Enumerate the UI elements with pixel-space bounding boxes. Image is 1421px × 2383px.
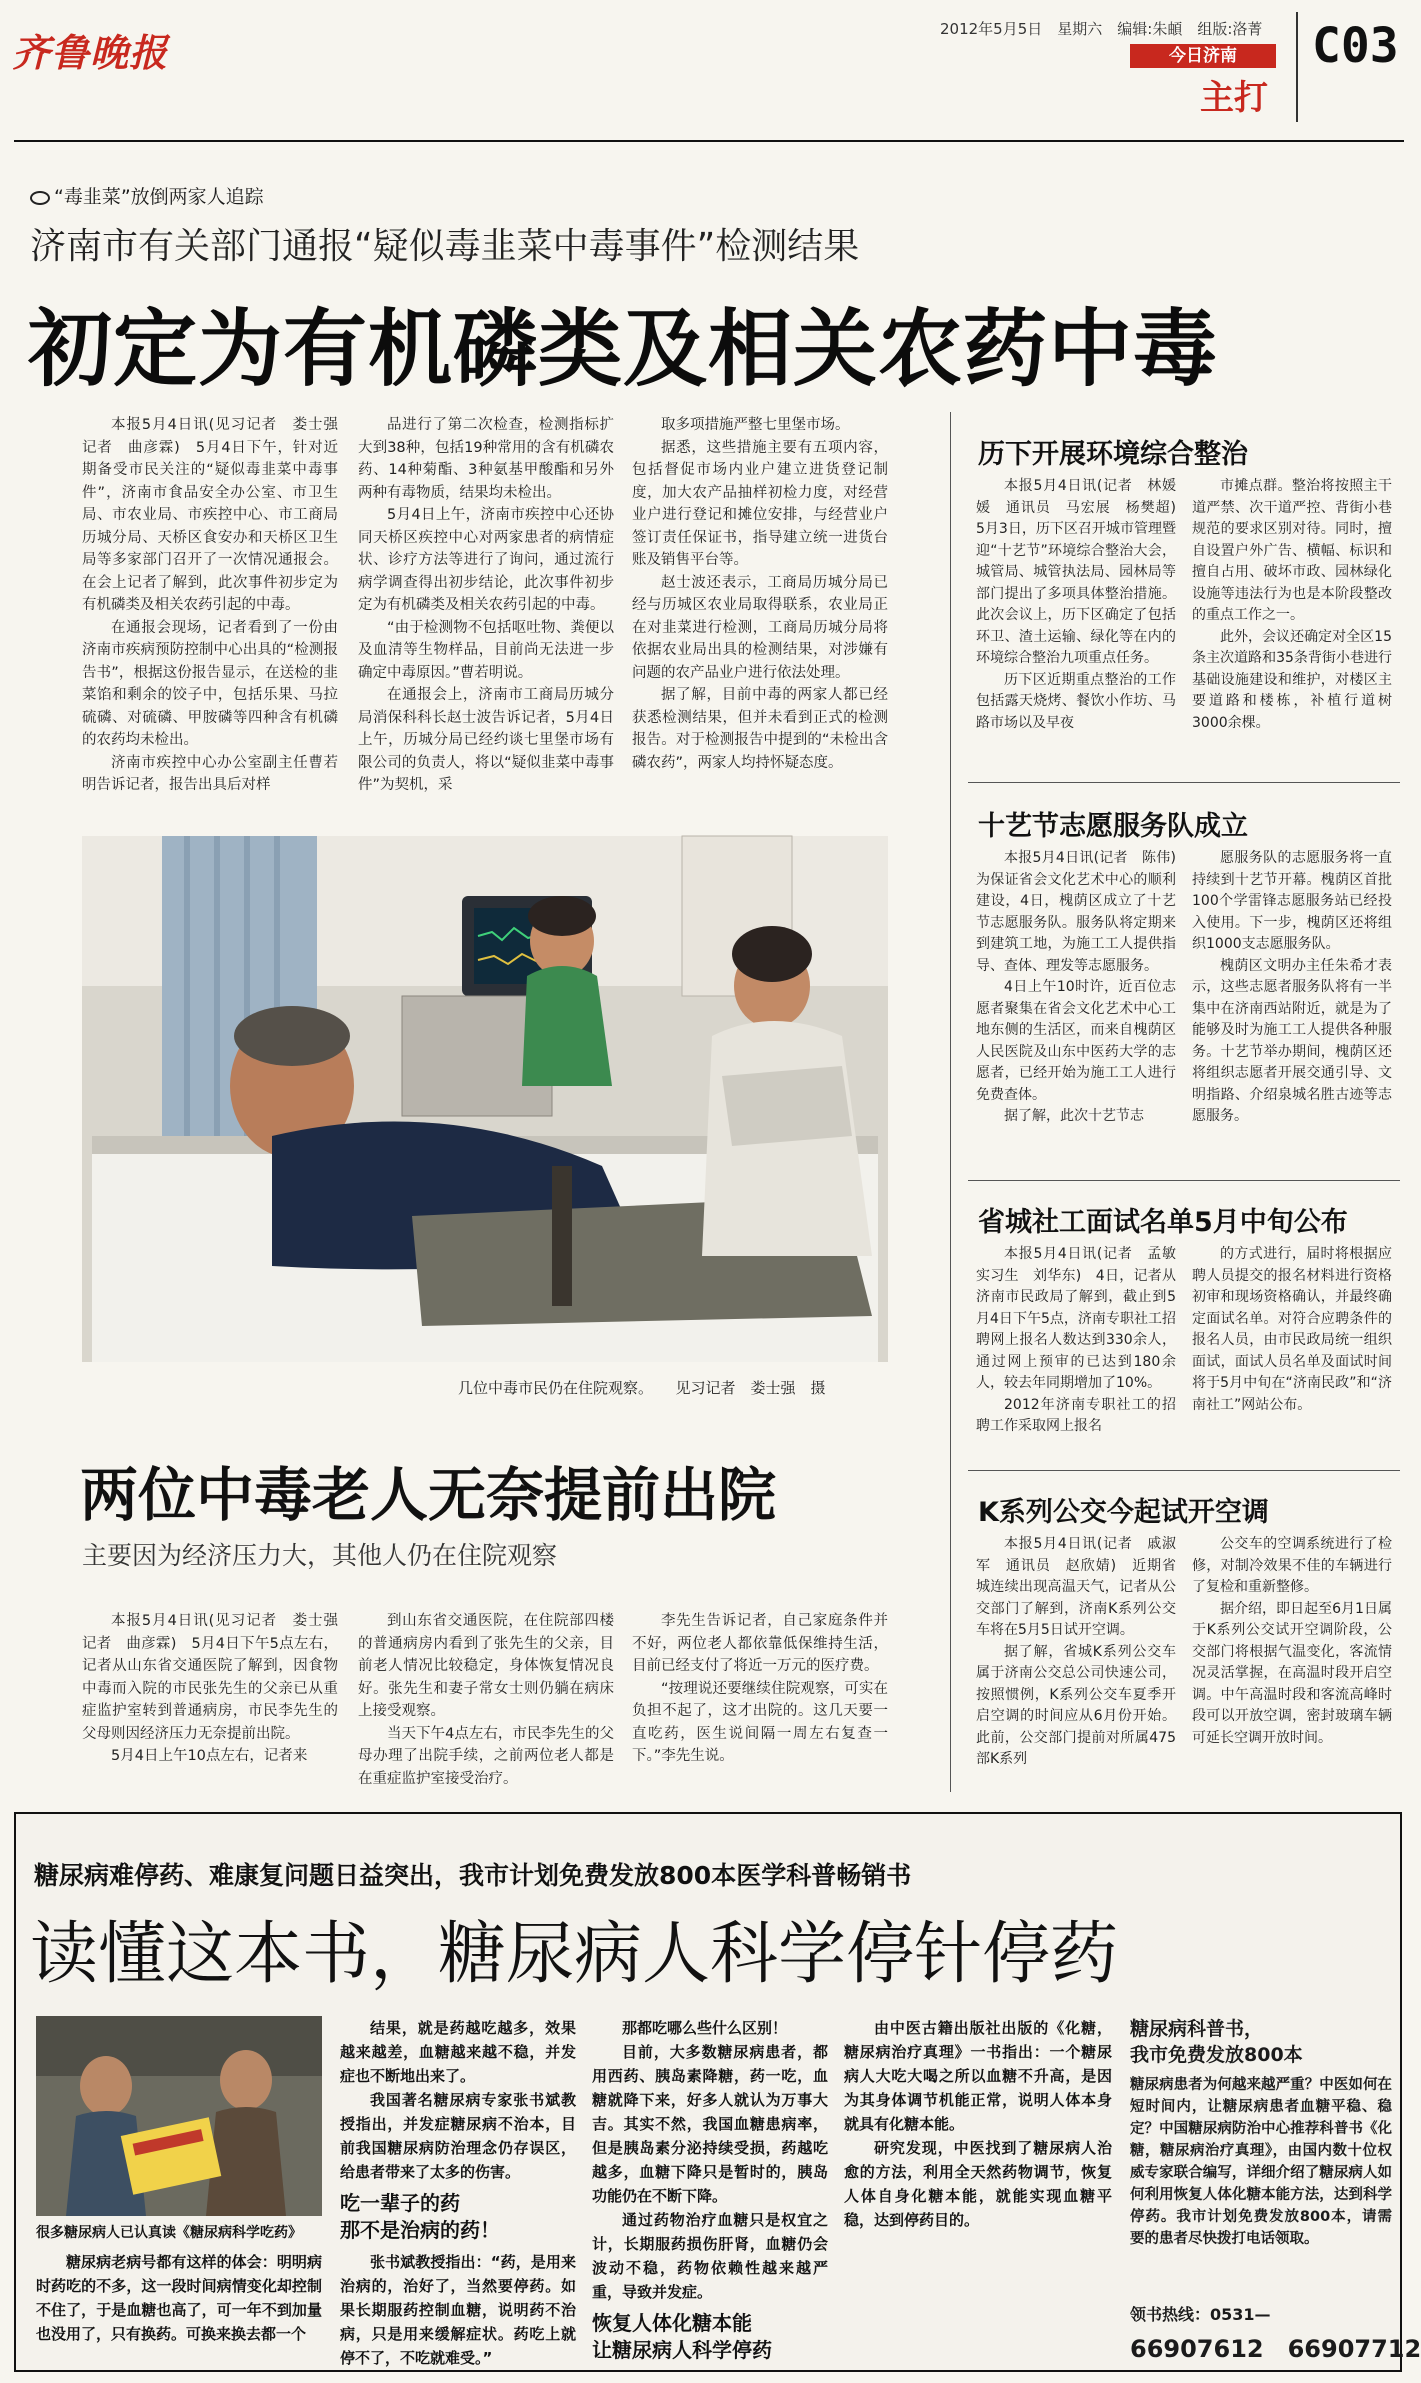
ad-column-2: 结果，就是药越吃越多，效果越来越差，血糖越来越不稳，并发症也不断地出来了。 我国著名糖尿病专家张书斌教授指出，并发症糖尿病不治本，目前我国糖尿病防治理念仍存误区，给患者带来了太多的伤害。 吃一辈子的药 那不是治病的药！ 张书斌教授指出：“药，是用来治病的，治好了，当然要停药。如果长期服药控制血糖，说明药不治病，只是用来缓解症状。药吃上就停不了，不吃就难受。” xyxy=(340,2019,576,2367)
ad-column-1: 糖尿病老病号都有这样的体会：明明病时药吃的不多，这一段时间病情变化却控制不住了，于是血糖也高了，可一年不到加量也没用了，只有换药。可换来换去都一个 xyxy=(36,2253,322,2343)
lead-kicker-text: “毒韭菜”放倒两家人追踪 xyxy=(54,186,264,208)
page-code: C03 xyxy=(1312,18,1399,74)
second-headline: 两位中毒老人无奈提前出院 xyxy=(80,1461,777,1529)
sidebar-social-work-column-1: 本报5月4日讯(记者 孟敏 实习生 刘华东) 4日，记者从济南市民政局了解到，截止到5月4日下午5点，济南专职社工招聘网上报名人数达到330余人，通过网上预审的已达到180余人，较去年同期增加了10%。 2012年济南专职社工的招聘工作采取网上报名 xyxy=(976,1246,1190,1434)
second-column-1: 本报5月4日讯(见习记者 娄士强 记者 曲彦霖) 5月4日下午5点左右，记者从山东省交通医院了解到，因食物中毒而入院的市民张先生的父亲已从重症监护室转到普通病房，市民李先生的父母则因经济压力无奈提前出院。 5月4日上午10点左右，记者来 xyxy=(82,1613,353,1764)
photo-caption: 几位中毒市民仍在住院观察。 见习记者 娄士强 摄 xyxy=(458,1379,826,1397)
sidebar-lixia-column-2: 市摊点群。整治将按照主干道严禁、次干道严控、背街小巷规范的要求区别对待。同时，擅自设置户外广告、横幅、标识和擅自占用、破坏市政、园林绿化设施等违法行为也是本阶段整改的重点工作之一。 此外，会议还确定对全区15条主次道路和35条背街小巷进行基础设施建设和维护，对楼区主要道路和楼栋，补植行道树3000余棵。 xyxy=(1192,478,1392,731)
ad-subhead-2: 恢复人体化糖本能 让糖尿病人科学停药 xyxy=(592,2311,772,2362)
ad-photo xyxy=(36,2016,322,2216)
sidebar-social-work-column-2: 的方式进行，届时将根据应聘人员提交的报名材料进行资格初审和现场资格确认，并最终确定面试名单。对符合应聘条件的报名人员，由市民政局统一组织面试，面试人员名单及面试时间将于5月中旬在“济南民政”和“济南社工”网站公布。 xyxy=(1192,1246,1392,1413)
sidebar-volunteer-column-2: 愿服务队的志愿服务将一直持续到十艺节开幕。槐荫区首批100个学雷锋志愿服务站已经投入使用。下一步，槐荫区还将组织1000支志愿服务队。 槐荫区文明办主任朱希才表示，这些志愿者服务队将有一半集中在济南西站附近，就是为了能够及时为施工工人提供各种服务。十艺节举办期间，槐荫区还将组织志愿者开展交通引导、文明指路、介绍泉城名胜古迹等志愿服务。 xyxy=(1192,850,1392,1124)
ad-headline: 读懂这本书，糖尿病人科学停针停药 xyxy=(30,1915,1119,1994)
sidebar-lixia-column-1: 本报5月4日讯(记者 林媛媛 通讯员 马宏展 杨樊超) 5月3日，历下区召开城市管理暨迎“十艺节”环境综合整治大会，城管局、城管执法局、园林局等部门提出了多项具体整治措施。此次会议上，历下区确定了包括环卫、渣土运输、绿化等在内的环境综合整治九项重点任务。 历下区近期重点整治的工作包括露天烧烤、餐饮小作坊、马路市场以及早夜 xyxy=(976,478,1190,731)
sidebar-title-social-work: 省城社工面试名单5月中旬公布 xyxy=(978,1207,1348,1238)
ad-hotline-numbers: 66907612 66907712 xyxy=(1130,2335,1421,2363)
ad-info-body: 糖尿病患者为何越来越严重？中医如何在短时间内，让糖尿病患者血糖平稳、稳定？中国糖尿病防治中心推荐科普书《化糖，糖尿病治疗真理》，由国内数十位权威专家联合编写，详细介绍了糖尿病人如何利用恢复人体化糖本能方法，达到科学停药。我市计划免费发放800本，请需要的患者尽快拨打电话领取。 xyxy=(1130,2077,1392,2247)
lead-column-2: 品进行了第二次检查，检测指标扩大到38种，包括19种常用的含有机磷农药、14种菊酯、3种氨基甲酸酯和另外两种有毒物质，结果均未检出。 5月4日上午，济南市疾控中心还协同天桥区疾控中心对两家患者的病情症状、诊疗方法等进行了询问，通过流行病学调查得出初步结论，此次事件初步定为有机磷类及相关农药引起的中毒。 “由于检测物不包括呕吐物、粪便以及血清等生物样品，目前尚无法进一步确定中毒原因。”曹若明说。 在通报会上，济南市工商局历城分局消保科科长赵士波告诉记者，5月4日上午，历城分局已经约谈七里堡市场有限公司的负责人，将以“疑似韭菜中毒事件”为契机，采 xyxy=(358,417,614,793)
section-label: 主打 xyxy=(1200,78,1268,118)
sidebar-bus-column-2: 公交车的空调系统进行了检修，对制冷效果不佳的车辆进行了复检和重新整修。 据介绍，即日起至6月1日属于K系列公交试开空调阶段，公交部门将根据气温变化，客流情况灵活掌握，在高温时段开启空调。中午高温时段和客流高峰时段可以开放空调，密封玻璃车辆可延长空调开放时间。 xyxy=(1192,1536,1392,1746)
sidebar-title-volunteer: 十艺节志愿服务队成立 xyxy=(978,811,1248,842)
ad-photo-caption: 很多糖尿病人已认真读《糖尿病科学吃药》 xyxy=(36,2225,302,2241)
ad-subhead-1: 吃一辈子的药 那不是治病的药！ xyxy=(340,2191,500,2242)
oval-bullet-icon xyxy=(30,191,50,205)
newspaper-logo: 齐鲁晚报 xyxy=(12,30,169,75)
lead-column-3: 取多项措施严整七里堡市场。 据悉，这些措施主要有五项内容，包括督促市场内业户建立进货登记制度，加大农产品抽样初检力度，对经营业户进行登记和摊位安排，与经营业户签订责任保证书，指导建立统一进货台账及销售平台等。 赵士波还表示，工商局历城分局已经与历城区农业局取得联系，农业局正在对韭菜进行检测，工商局历城分局将依据农业局出具的检测结果，对涉嫌有问题的农产品业户进行依法处理。 据了解，目前中毒的两家人都已经获悉检测结果，但并未看到正式的检测报告。对于检测报告中提到的“未检出含磷农药”，两家人均持怀疑态度。 xyxy=(632,417,888,771)
sidebar-title-bus: K系列公交今起试开空调 xyxy=(978,1497,1269,1528)
ad-kicker: 糖尿病难停药、难康复问题日益突出，我市计划免费发放800本医学科普畅销书 xyxy=(34,1861,912,1890)
ad-column-4: 由中医古籍出版社出版的《化糖，糖尿病治疗真理》一书指出：一个糖尿病人大吃大喝之所以血糖不升高，是因为其身体调节机能正常，说明人体本身就具有化糖本能。 研究发现，中医找到了糖尿病人治愈的方法，利用全天然药物调节，恢复人体自身化糖本能，就能实现血糖平稳，达到停药目的。 xyxy=(844,2019,1112,2229)
sidebar-volunteer-column-1: 本报5月4日讯(记者 陈伟) 为保证省会文化艺术中心的顺利建设，4日，槐荫区成立了十艺节志愿服务队。服务队将定期来到建筑工地，为施工工人提供指导、查体、理发等志愿服务。 4日上午10时许，近百位志愿者聚集在省会文化艺术中心工地东侧的生活区，而来自槐荫区人民医院及山东中医药大学的志愿者，已经开始为施工工人进行免费查体。 据了解，此次十艺节志 xyxy=(976,850,1190,1124)
ad-info-head: 糖尿病科普书， 我市免费发放800本 xyxy=(1130,2018,1303,2066)
second-subtitle: 主要因为经济压力大，其他人仍在住院观察 xyxy=(82,1541,558,1570)
ad-hotline-label: 领书热线：0531— xyxy=(1130,2305,1271,2324)
lead-subtitle: 济南市有关部门通报“疑似毒韭菜中毒事件”检测结果 xyxy=(30,226,860,267)
section-tag-text: 今日济南 xyxy=(1169,46,1237,66)
second-column-2: 到山东省交通医院，在住院部四楼的普通病房内看到了张先生的父亲，目前老人情况比较稳定，身体恢复情况良好。张先生和妻子常女士则仍躺在病床上接受观察。 当天下午4点左右，市民李先生的父母办理了出院手续，之前两位老人都是在重症监护室接受治疗。 xyxy=(358,1613,614,1787)
lead-kicker xyxy=(30,182,264,209)
ad-column-3: 那都吃哪么些什么区别！ 目前，大多数糖尿病患者，都用西药、胰岛素降糖，药一吃，血糖就降下来，好多人就认为万事大吉。其实不然，我国血糖患病率，但是胰岛素分泌持续受损，药越吃越多，血糖下降只是暂时的，胰岛功能仍在不断下降。 通过药物治疗血糖只是权宜之计，长期服药损伤肝肾，血糖仍会波动不稳，药物依赖性越来越严重，导致并发症。 恢复人体化糖本能 让糖尿病人科学停药 xyxy=(592,2019,828,2362)
lead-column-1: 本报5月4日讯(见习记者 娄士强 记者 曲彦霖) 5月4日下午，针对近期备受市民关注的“疑似毒韭菜中毒事件”，济南市食品安全办公室、市卫生局、市农业局、市疾控中心、市工商局历城分局、天桥区食安办和天桥区卫生局等多家部门召开了一次情况通报会。在会上记者了解到，此次事件初步定为有机磷类及相关农药引起的中毒。 在通报会现场，记者看到了一份由济南市疾病预防控制中心出具的“检测报告书”，根据这份报告显示，在送检的韭菜馅和剩余的饺子中，包括乐果、马拉硫磷、对硫磷、甲胺磷等四种含有机磷的农药均未检出。 济南市疾控中心办公室副主任曹若明告诉记者，报告出具后对样 xyxy=(82,417,353,793)
lead-headline: 初定为有机磷类及相关农药中毒 xyxy=(28,300,1219,398)
second-column-3: 李先生告诉记者，自己家庭条件并不好，两位老人都依靠低保维持生活，目前已经支付了将近一万元的医疗费。 “按理说还要继续住院观察，可实在负担不起了，这才出院的。这几天要一直吃药，医生说间隔一周左右复查一下。”李先生说。 xyxy=(632,1613,888,1764)
ad-info-box xyxy=(1130,2016,1421,2363)
issue-meta: 2012年5月5日 星期六 编辑:朱頔 组版:洛菁 xyxy=(940,20,1263,38)
hospital-photo xyxy=(82,836,888,1362)
sidebar-title-lixia: 历下开展环境综合整治 xyxy=(978,439,1248,470)
section-tag xyxy=(1130,44,1276,68)
sidebar-bus-column-1: 本报5月4日讯(记者 戚淑军 通讯员 赵欣婧) 近期省城连续出现高温天气，记者从公交部门了解到，济南K系列公交车将在5月5日试开空调。 据了解，省城K系列公交车属于济南公交总公司快速公司，按照惯例，K系列公交车夏季开启空调的时间应从6月份开始。此前，公交部门提前对所属475部K系列 xyxy=(976,1536,1176,1767)
